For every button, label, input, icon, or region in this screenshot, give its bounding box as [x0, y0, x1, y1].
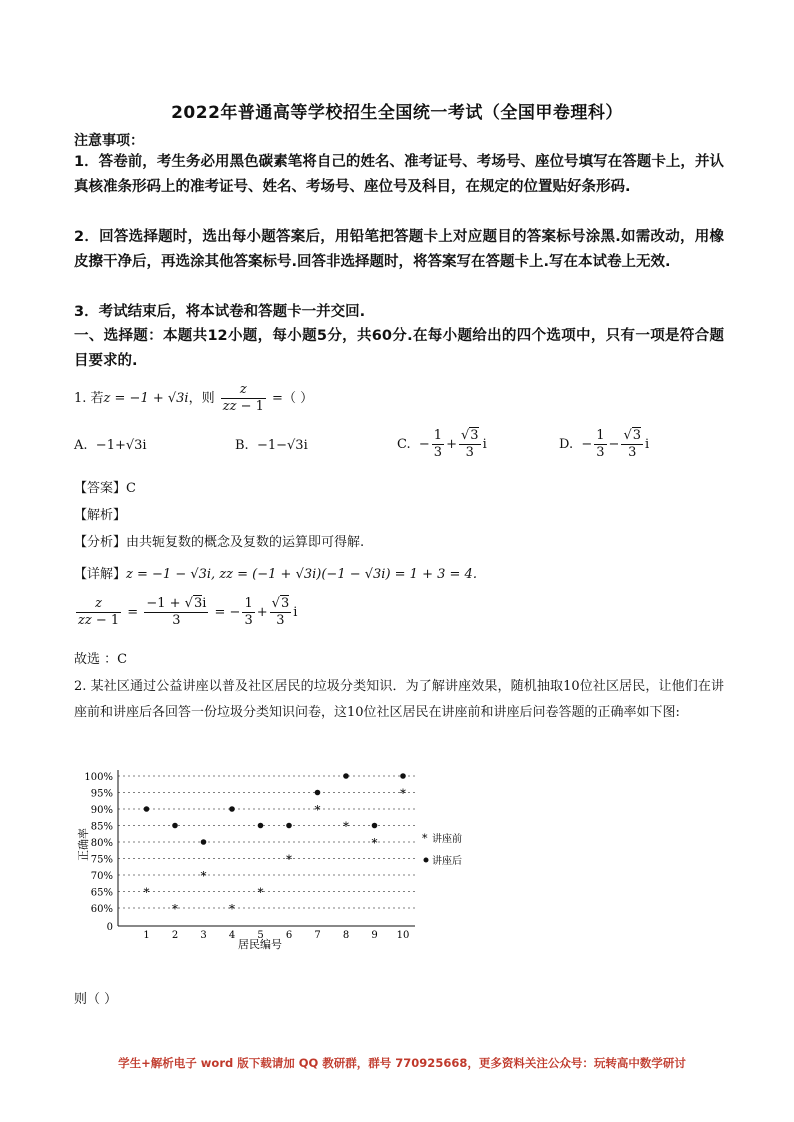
y-tick-label: 95%: [90, 788, 113, 800]
legend-after: 讲座后: [432, 856, 462, 867]
q2-stem: 2. 某社区通过公益讲座以普及社区居民的垃圾分类知识．为了解讲座效果，随机抽取10位社区居民，让他们在讲座前和讲座后各回答一份垃圾分类知识问卷，这10位社区居民在讲座前和讲座后问卷答题的正确率如下图:: [74, 679, 724, 720]
x-tick-label: 5: [257, 930, 264, 941]
point-before: *: [172, 902, 178, 916]
q1-stem: [74, 382, 313, 415]
option-d: D. − $\frac{1}{3}$ − $\frac{√3}{3}$ i: [559, 428, 650, 460]
point-after: [144, 806, 150, 812]
point-before: *: [371, 836, 378, 850]
point-before: *: [229, 902, 235, 916]
y-tick-label: 85%: [90, 821, 113, 833]
point-after: [172, 823, 178, 829]
y-tick-label: 60%: [90, 904, 113, 915]
legend-marker-before: *: [422, 832, 428, 845]
notice-heading: 注意事项：: [74, 133, 144, 149]
x-tick-label: 9: [371, 930, 378, 941]
point-before: *: [200, 869, 207, 883]
point-after: [258, 823, 264, 829]
x-tick-label: 6: [285, 930, 293, 941]
option-b-value: −1−√3i: [256, 438, 308, 453]
y-tick-label: 75%: [90, 854, 113, 866]
q1-choice: 故选 ：C: [74, 652, 128, 667]
section-heading: 一、选择题：本题共12小题，每小题5分，共60分.在每小题给出的四个选项中，只有一项是符合题目要求的.: [74, 328, 724, 369]
footer-notice: 学生+解析电子 word 版下载请加 QQ 教研群，群号 770925668，更多资料关注公众号：玩转高中数学研讨: [118, 1056, 686, 1070]
legend-before: 讲座前: [432, 834, 462, 845]
option-c: C. − $\frac{1}{3}$ + $\frac{√3}{3}$ i: [397, 428, 487, 460]
option-a: A. −1+√3i: [74, 438, 147, 453]
q1-answer: 【答案】C: [74, 481, 136, 496]
x-tick-label: 3: [200, 930, 207, 941]
point-before: *: [257, 885, 264, 900]
point-after: [400, 773, 406, 779]
y-tick-label: 80%: [90, 838, 113, 849]
point-before: *: [400, 786, 406, 801]
point-after: [315, 790, 321, 796]
x-tick-label: 10: [396, 930, 410, 941]
q2-question: 则（ ）: [74, 992, 118, 1007]
point-after: [372, 823, 378, 829]
q1-jiexi: 【解析】: [74, 508, 127, 523]
q1-ask: ，则: [188, 391, 215, 406]
option-a-value: −1+√3i: [95, 438, 147, 453]
accuracy-scatter-chart: [70, 760, 490, 960]
point-before: *: [343, 819, 349, 834]
y-tick-label: 0: [106, 922, 113, 933]
q1-fraction: $\frac{z}{z\overline{z} - 1}$: [222, 382, 264, 414]
option-b: B. −1−√3i: [235, 438, 308, 453]
legend-marker-after: [424, 858, 429, 863]
point-after: [201, 839, 207, 845]
x-tick-label: 1: [143, 930, 150, 941]
point-before: *: [143, 885, 150, 900]
q1-fenxi: 【分析】由共轭复数的概念及复数的运算即可得解.: [74, 535, 365, 550]
point-after: [286, 823, 292, 829]
x-axis-label: 居民编号: [238, 938, 282, 951]
y-tick-label: 70%: [90, 871, 113, 882]
x-tick-label: 7: [314, 930, 321, 941]
q1-paren: =（ ）: [272, 391, 314, 406]
notice-item-1: 1．答卷前，考生务必用黑色碳素笔将自己的姓名、准考证号、考场号、座位号填写在答题卡上，并认真核准条形码上的准考证号、姓名、考场号、座位号及科目，在规定的位置贴好条形码.: [74, 154, 724, 195]
x-tick-label: 2: [171, 930, 179, 941]
q1-given: z = −1 + √3i: [103, 391, 189, 406]
q1-xiangjie-expr: z = −1 − √3i, zz = (−1 + √3i)(−1 − √3i) = 1 + 3 = 4.: [126, 567, 477, 582]
notice-item-3: 3．考试结束后，将本试卷和答题卡一并交回.: [74, 304, 366, 320]
point-before: *: [314, 803, 321, 817]
y-tick-label: 100%: [84, 772, 113, 783]
y-tick-label: 90%: [90, 805, 113, 816]
y-axis-label: 正确率: [77, 828, 90, 861]
point-before: *: [286, 852, 292, 867]
point-after: [343, 773, 349, 779]
q1-prefix: 1. 若: [74, 391, 104, 406]
notice-item-2: 2．回答选择题时，选出每小题答案后，用铅笔把答题卡上对应题目的答案标号涂黑.如需改动，用橡皮擦干净后，再选涂其他答案标号.回答非选择题时，将答案写在答题卡上.写在本试卷上无效.: [74, 229, 724, 270]
point-after: [229, 806, 235, 812]
page-title: 2022年普通高等学校招生全国统一考试（全国甲卷理科）: [171, 103, 623, 123]
x-tick-label: 8: [342, 930, 350, 941]
q1-xiangjie: 【详解】z = −1 − √3i, zz = (−1 + √3i)(−1 − √3i) = 1 + 3 = 4.: [74, 567, 477, 582]
q1-result: $\frac{z}{z\overline{z} - 1}$ = $\frac{-1 + √3i}{3}$ = − $\frac{1}{3}$ + $\frac{√3}{3}$ i: [78, 596, 298, 628]
x-tick-label: 4: [228, 930, 236, 941]
y-tick-label: 65%: [90, 887, 113, 899]
